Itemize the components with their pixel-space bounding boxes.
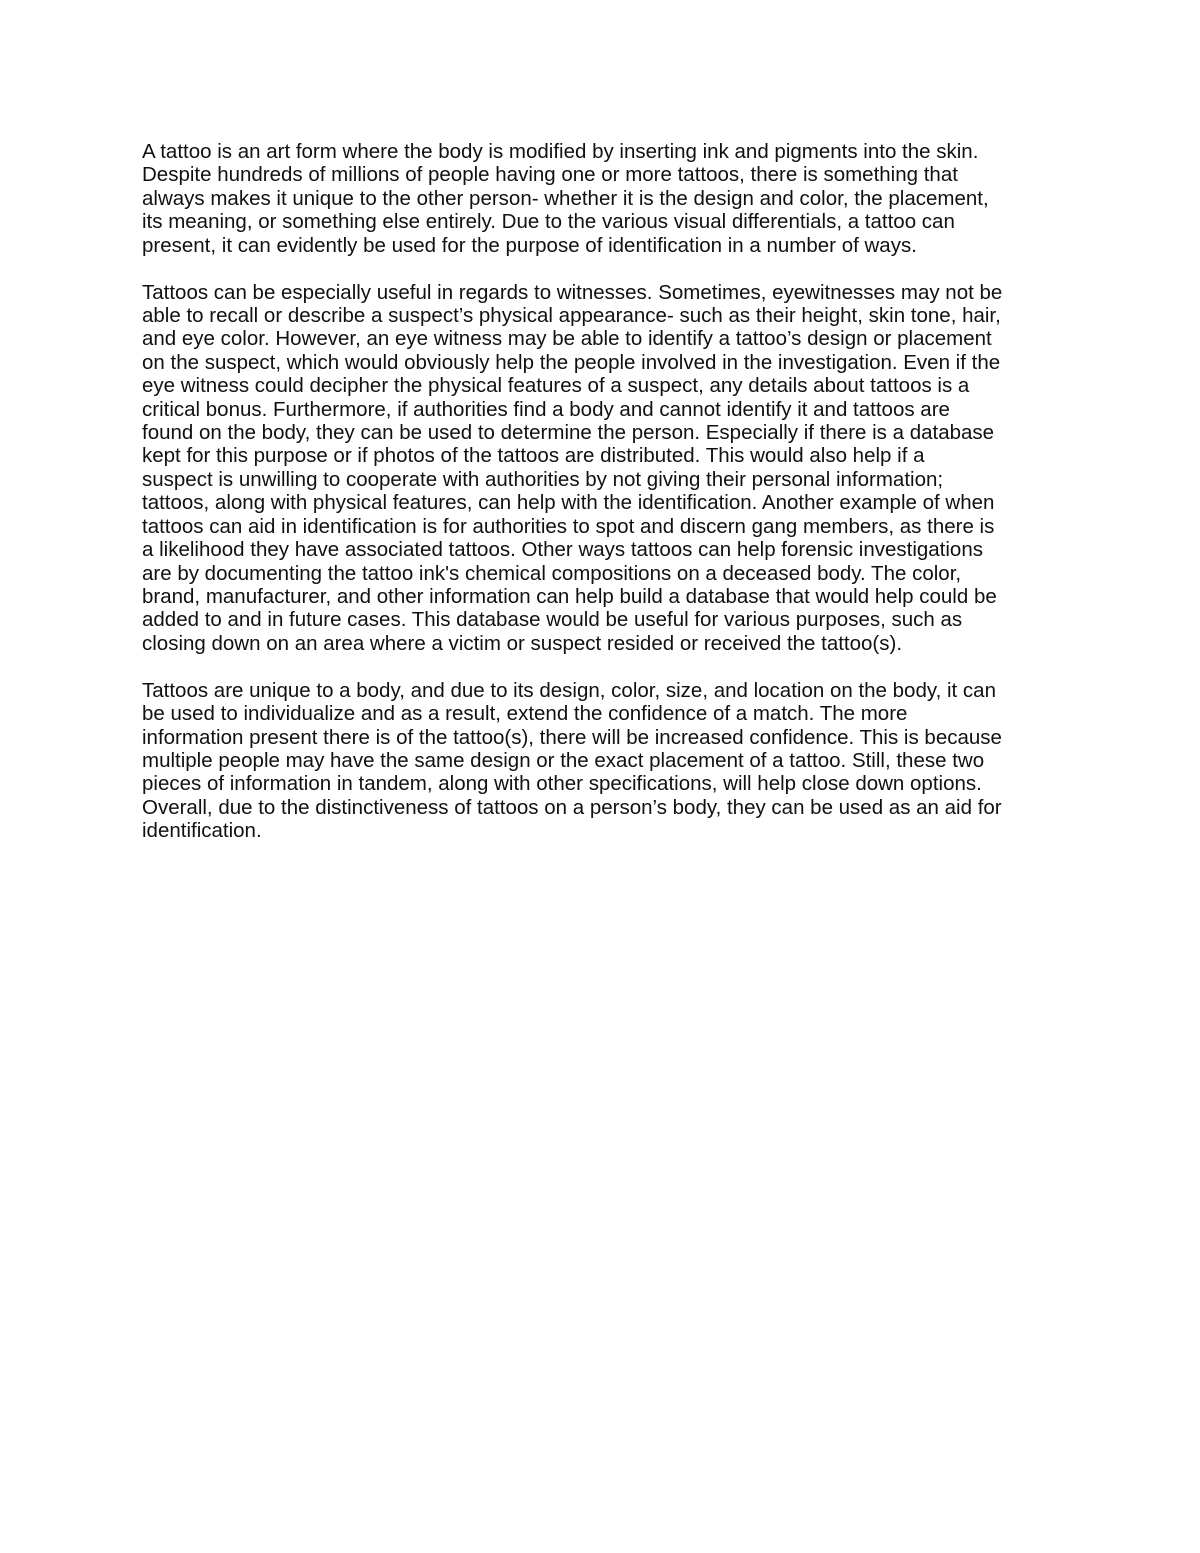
paragraph-line: present, it can evidently be used for the purpose of identification in a number of ways.: [142, 233, 917, 257]
paragraph-line: multiple people may have the same design or the exact placement of a tattoo. Still, these two: [142, 748, 985, 772]
paragraph-line: Despite hundreds of millions of people having one or more tattoos, there is something that: [142, 163, 958, 187]
paragraph-line: kept for this purpose or if photos of the tattoos are distributed. This would also help if a: [142, 444, 925, 468]
paragraph-line: always makes it unique to the other person- whether it is the design and color, the placement,: [142, 186, 989, 210]
paragraph-line: closing down on an area where a victim or suspect resided or received the tattoo(s).: [142, 631, 903, 655]
paragraph-line: able to recall or describe a suspect’s physical appearance- such as their height, skin tone, hair,: [142, 304, 1001, 328]
document-body: [142, 140, 1082, 866]
paragraph-2: [142, 281, 1082, 656]
paragraph-line: pieces of information in tandem, along with other specifications, will help close down options.: [142, 772, 982, 796]
paragraph-3: [142, 679, 1082, 843]
paragraph-line: Tattoos can be especially useful in regards to witnesses. Sometimes, eyewitnesses may not be: [142, 280, 1003, 304]
paragraph-line: identification.: [142, 819, 262, 843]
paragraph-line: suspect is unwilling to cooperate with authorities by not giving their personal information;: [142, 467, 944, 491]
paragraph-line: brand, manufacturer, and other information can help build a database that would help could be: [142, 584, 997, 608]
paragraph-line: found on the body, they can be used to determine the person. Especially if there is a database: [142, 421, 995, 445]
paragraph-line: Tattoos are unique to a body, and due to its design, color, size, and location on the body, it can: [142, 678, 996, 702]
paragraph-line: be used to individualize and as a result, extend the confidence of a match. The more: [142, 702, 908, 726]
paragraph-line: and eye color. However, an eye witness may be able to identify a tattoo’s design or placement: [142, 327, 992, 351]
paragraph-line: eye witness could decipher the physical features of a suspect, any details about tattoos is a: [142, 374, 970, 398]
paragraph-line: its meaning, or something else entirely. Due to the various visual differentials, a tattoo can: [142, 210, 955, 234]
paragraph-line: a likelihood they have associated tattoos. Other ways tattoos can help forensic investigations: [142, 538, 983, 562]
paragraph-1: [142, 140, 1082, 257]
paragraph-line: information present there is of the tattoo(s), there will be increased confidence. This is because: [142, 725, 1002, 749]
paragraph-line: Overall, due to the distinctiveness of tattoos on a person’s body, they can be used as an aid for: [142, 795, 1002, 819]
paragraph-line: added to and in future cases. This database would be useful for various purposes, such as: [142, 608, 963, 632]
paragraph-line: critical bonus. Furthermore, if authorities find a body and cannot identify it and tattoos are: [142, 397, 950, 421]
paragraph-line: on the suspect, which would obviously help the people involved in the investigation. Even if the: [142, 350, 1001, 374]
paragraph-line: tattoos, along with physical features, can help with the identification. Another example of when: [142, 491, 995, 515]
paragraph-line: A tattoo is an art form where the body is modified by inserting ink and pigments into the skin.: [142, 140, 979, 163]
paragraph-line: tattoos can aid in identification is for authorities to spot and discern gang members, as there is: [142, 514, 995, 538]
paragraph-line: are by documenting the tattoo ink's chemical compositions on a deceased body. The color,: [142, 561, 962, 585]
